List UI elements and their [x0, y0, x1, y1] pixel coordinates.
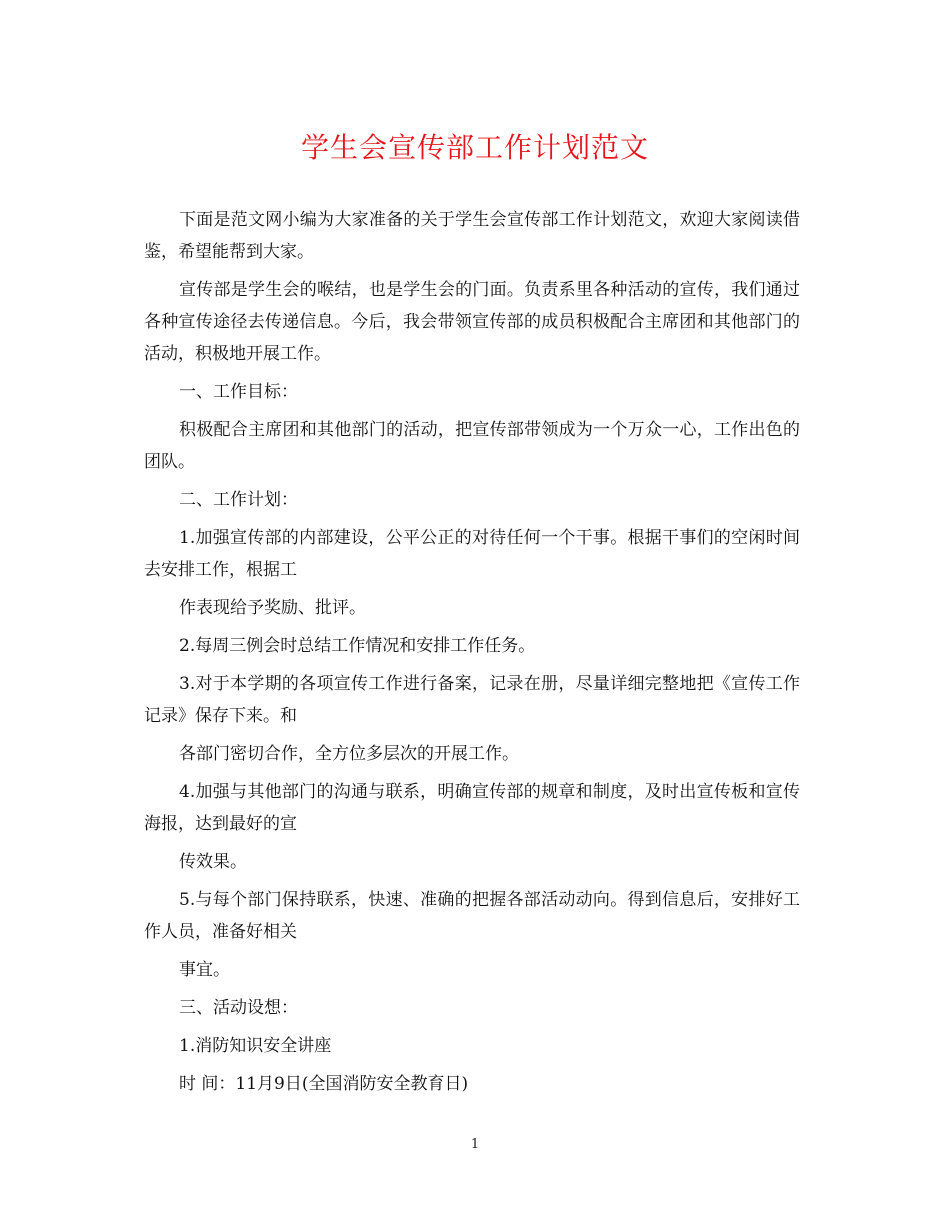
paragraph-goals: 积极配合主席团和其他部门的活动，把宣传部带领成为一个万众一心，工作出色的团队。 — [144, 420, 800, 472]
plan-item-5: 5.与每个部门保持联系，快速、准确的把握各部活动动向。得到信息后，安排好工作人员，准备好相关 — [144, 890, 800, 942]
plan-item-5-continued: 事宜。 — [179, 960, 230, 980]
plan-item-1: 1.加强宣传部的内部建设，公平公正的对待任何一个干事。根据干事们的空闲时间去安排工作，根据工 — [144, 528, 800, 580]
plan-item-2: 2.每周三例会时总结工作情况和安排工作任务。 — [179, 636, 536, 656]
paragraph-description: 宣传部是学生会的喉结，也是学生会的门面。负责系里各种活动的宣传，我们通过各种宣传途径去传递信息。今后，我会带领宣传部的成员积极配合主席团和其他部门的活动，积极地开展工作。 — [144, 280, 800, 364]
paragraph-intro: 下面是范文网小编为大家准备的关于学生会宣传部工作计划范文，欢迎大家阅读借鉴，希望能帮到大家。 — [144, 210, 800, 262]
plan-item-1-continued: 作表现给予奖励、批评。 — [179, 598, 366, 618]
heading-goals: 一、工作目标： — [179, 382, 298, 402]
plan-item-4: 4.加强与其他部门的沟通与联系，明确宣传部的规章和制度，及时出宣传板和宣传海报，达到最好的宣 — [144, 782, 800, 834]
plan-item-4-continued: 传效果。 — [179, 852, 247, 872]
activity-item-1-time: 时 间：11月9日(全国消防安全教育日) — [179, 1074, 469, 1094]
document-title: 学生会宣传部工作计划范文 — [300, 131, 649, 164]
heading-activities: 三、活动设想： — [179, 998, 298, 1018]
plan-item-3: 3.对于本学期的各项宣传工作进行备案，记录在册，尽量详细完整地把《宣传工作记录》保存下来。和 — [144, 674, 800, 726]
activity-item-1: 1.消防知识安全讲座 — [179, 1036, 332, 1056]
document-body — [144, 204, 800, 1106]
plan-item-3-continued: 各部门密切合作，全方位多层次的开展工作。 — [179, 744, 519, 764]
heading-plan: 二、工作计划： — [179, 490, 298, 510]
page-number: 1 — [470, 1137, 480, 1152]
